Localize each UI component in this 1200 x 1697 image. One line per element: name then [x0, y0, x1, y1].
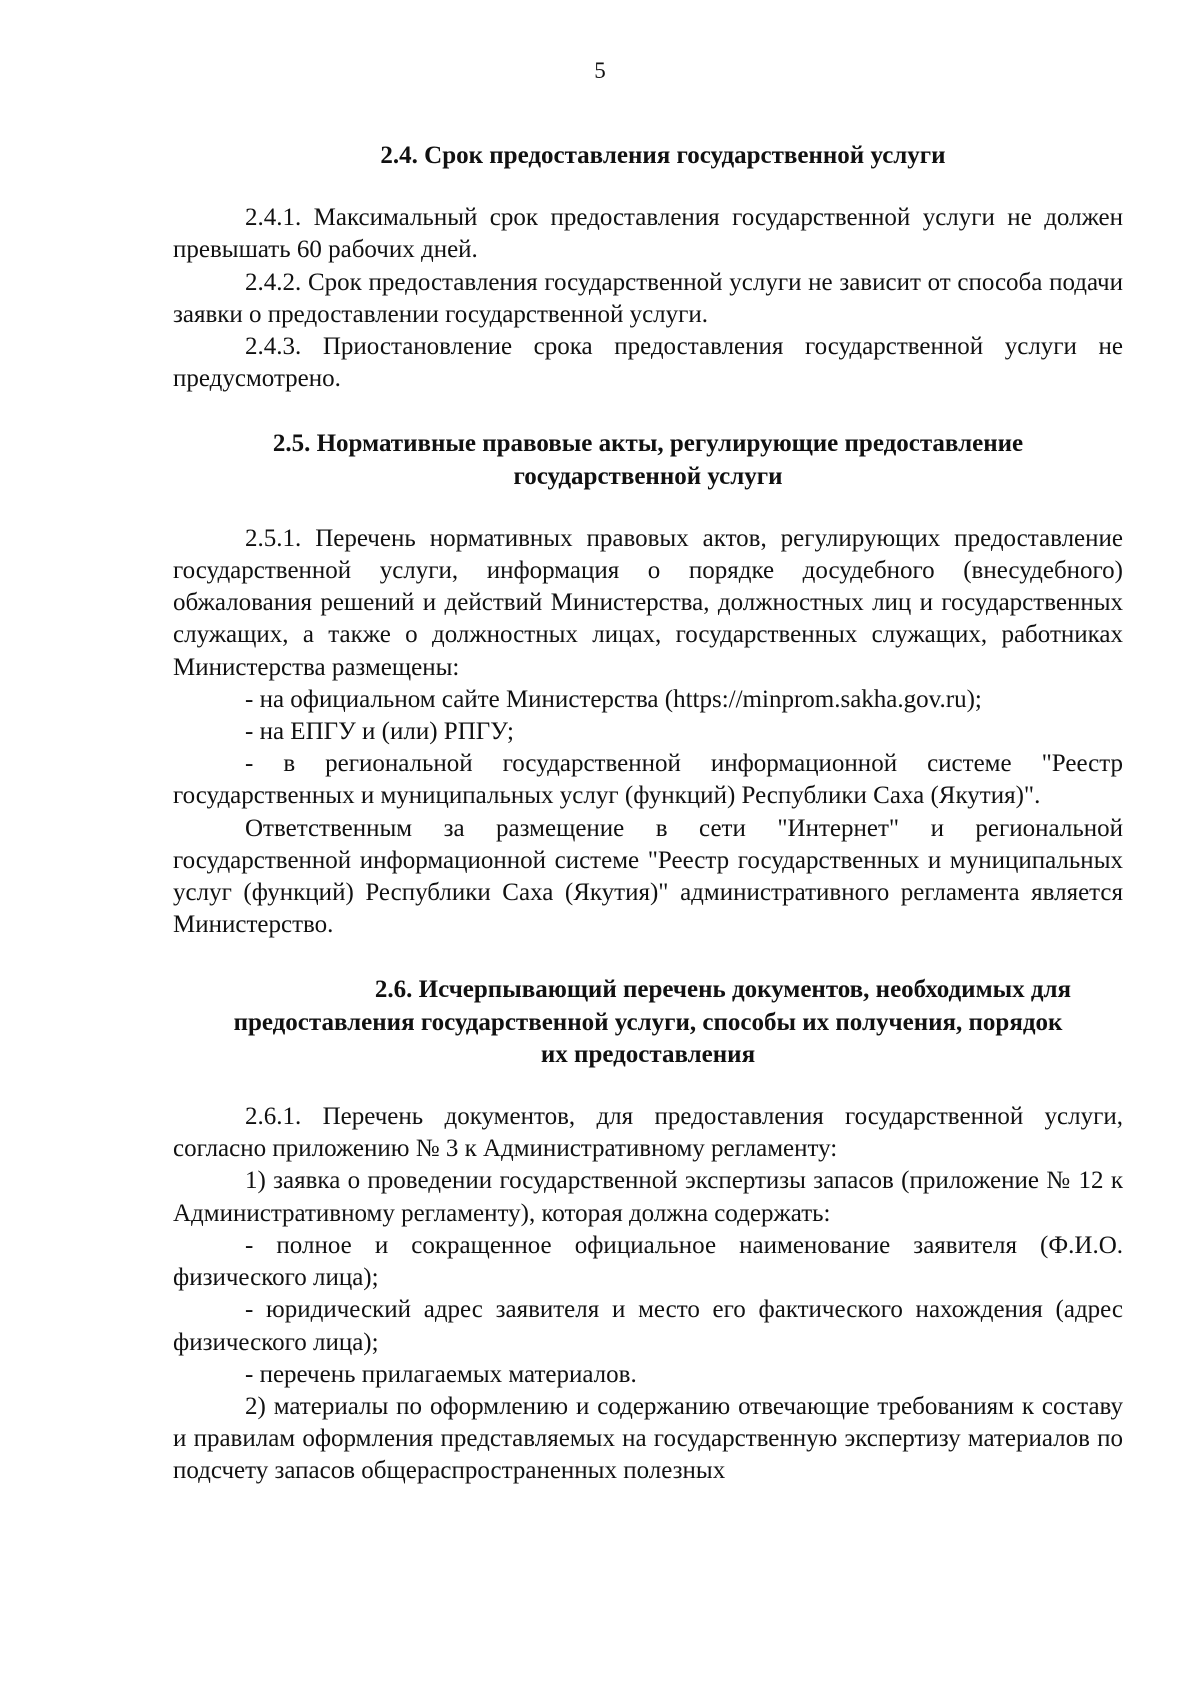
document-body: [173, 140, 1123, 1488]
heading-line: 2.5. Нормативные правовые акты, регулирующие предоставление: [272, 430, 1024, 458]
paragraph-2-4-1: 2.4.1. Максимальный срок предоставления государственной услуги не должен превышать 60 рабочих дней.: [173, 204, 1123, 264]
list-item-materials: 2) материалы по оформлению и содержанию отвечающие требованиям к составу и правилам оформления представляемых на государственную экспертизу материалов по подсчету запасов общераспространенных полезных: [173, 1392, 1123, 1485]
list-item-official-site: - на официальном сайте Министерства (https://minprom.sakha.gov.ru);: [245, 685, 982, 713]
heading-line: предоставления государственной услуги, способы их получения, порядок: [233, 1008, 1063, 1036]
section-heading-2-4: 2.4. Срок предоставления государственной услуги: [380, 142, 946, 169]
heading-line: их предоставления: [540, 1040, 756, 1068]
paragraph-responsible: Ответственным за размещение в сети "Интернет" и региональной государственной информационной системе "Реестр государственных и муниципальных услуг (функций) Республики Саха (Якутия)" административного регламента является Министерство.: [173, 814, 1123, 939]
section-heading-2-6: [173, 974, 1123, 1071]
paragraph-2-4-3: 2.4.3. Приостановление срока предоставления государственной услуги не предусмотрено.: [173, 333, 1123, 393]
list-item-applicant-name: - полное и сокращенное официальное наименование заявителя (Ф.И.О. физического лица);: [173, 1231, 1123, 1292]
heading-line: 2.6. Исчерпывающий перечень документов, необходимых для: [374, 976, 1072, 1004]
section-heading-2-5: [173, 428, 1123, 492]
list-item-regional-registry: - в региональной государственной информационной системе "Реестр государственных и муниципальных услуг (функций) Республики Саха (Якутия)".: [173, 750, 1123, 810]
heading-line: государственной услуги: [513, 462, 783, 490]
paragraph-2-4-2: 2.4.2. Срок предоставления государственной услуги не зависит от способа подачи заявки о предоставлении государственной услуги.: [173, 268, 1123, 328]
paragraph-2-5-1: 2.5.1. Перечень нормативных правовых актов, регулирующих предоставление государственной услуги, информация о порядке досудебного (внесудебного) обжалования решений и действий Министерства, должностных лиц и государственных служащих, а также о должностных лицах, государственных служащих, работниках Министерства размещены:: [173, 524, 1123, 681]
list-item-epgu-rpgu: - на ЕПГУ и (или) РПГУ;: [245, 718, 514, 746]
list-item-application: 1) заявка о проведении государственной экспертизы запасов (приложение № 12 к Административному регламенту), которая должна содержать:: [173, 1167, 1123, 1227]
paragraph-2-6-1: 2.6.1. Перечень документов, для предоставления государственной услуги, согласно приложению № 3 к Административному регламенту:: [173, 1103, 1123, 1163]
page-number: 5: [594, 58, 606, 83]
list-item-applicant-address: - юридический адрес заявителя и место его фактического нахождения (адрес физического лица);: [173, 1296, 1123, 1356]
list-item-attached-materials: - перечень прилагаемых материалов.: [245, 1360, 637, 1388]
